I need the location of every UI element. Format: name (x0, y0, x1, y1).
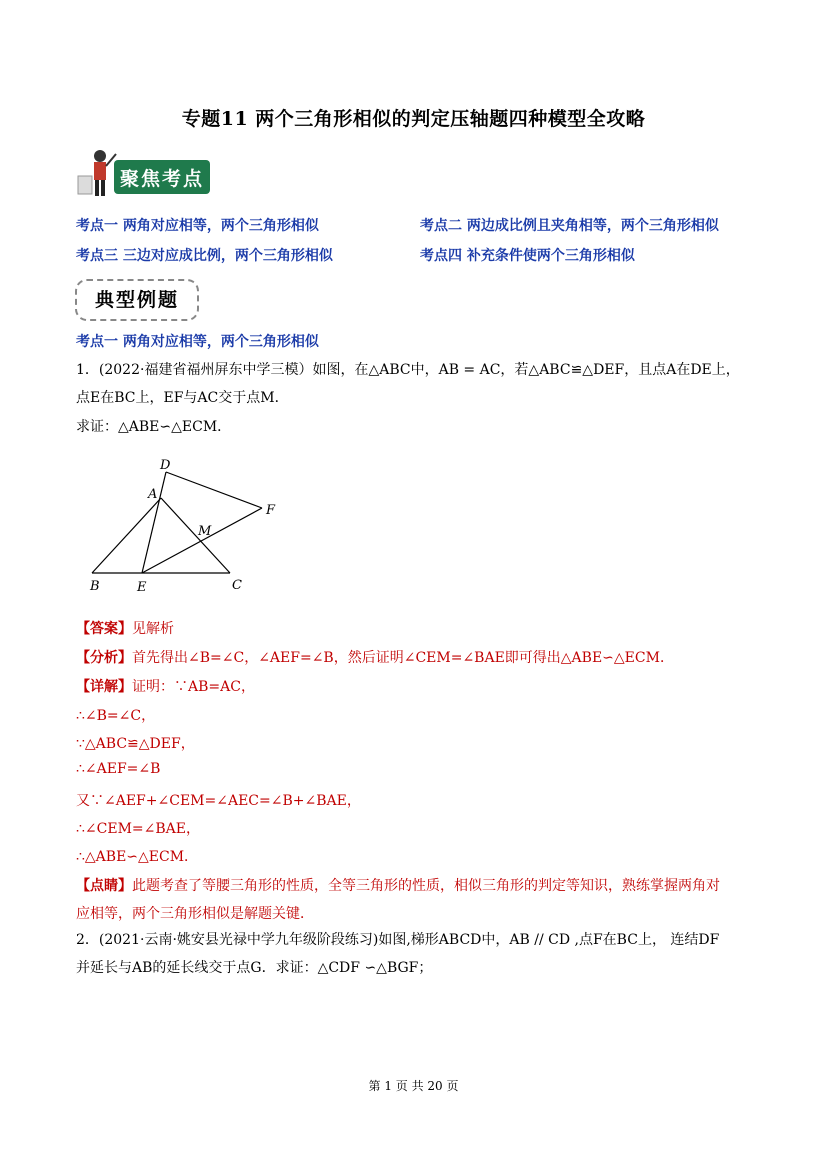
label-F: F (266, 503, 276, 518)
analysis-text: 首先得出∠B=∠C，∠AEF=∠B，然后证明∠CEM=∠BAE即可得出△ABE∽△ECM． (132, 650, 674, 666)
detail-tag: 【详解】 (76, 679, 132, 695)
proof-step-6: ∴△ABE∽△ECM． (76, 849, 199, 865)
triangle-figure (80, 455, 290, 600)
label-A: A (148, 487, 158, 502)
key-point-4: 考点四 补充条件使两个三角形相似 (420, 248, 635, 264)
problem2-line1: 2．(2021·云南·姚安县光禄中学九年级阶段练习)如图,梯形ABCD中，AB // CD ,点F在BC上， 连结DF (76, 932, 720, 948)
proof-step-5: ∴∠CEM=∠BAE， (76, 821, 200, 837)
key-point-3: 考点三 三边对应成比例，两个三角形相似 (76, 248, 333, 264)
answer-text: 见解析 (132, 621, 174, 637)
analysis-line (76, 647, 674, 667)
answer-tag: 【答案】 (76, 621, 132, 637)
proof-step-1: ∴∠B=∠C， (76, 708, 156, 724)
key-point-2: 考点二 两边成比例且夹角相等，两个三角形相似 (420, 218, 719, 234)
problem1-line1: 1．(2022·福建省福州屏东中学三模）如图，在△ABC中，AB = AC，若△ABC≌△DEF，且点A在DE上， (76, 362, 740, 378)
label-B: B (90, 579, 100, 594)
comment-tag: 【点睛】 (76, 878, 132, 894)
label-M: M (198, 524, 212, 539)
section1-title: 考点一 两角对应相等，两个三角形相似 (76, 334, 319, 350)
proof-step-4: 又∵∠AEF+∠CEM=∠AEC=∠B+∠BAE， (76, 793, 361, 809)
examples-label: 典型例题 (94, 289, 179, 311)
comment-text-1: 此题考查了等腰三角形的性质，全等三角形的性质，相似三角形的判定等知识，熟练掌握两角对 (132, 878, 720, 894)
comment-line1 (76, 875, 720, 895)
banner-label: 聚焦考点 (120, 168, 205, 190)
detail-text: 证明：∵AB=AC， (132, 679, 255, 695)
problem1-line3: 求证：△ABE∽△ECM． (76, 419, 232, 435)
page-title: 专题11 两个三角形相似的判定压轴题四种模型全攻略 (181, 108, 646, 130)
page-footer: 第 1 页 共 20 页 (368, 1079, 459, 1093)
examples-heading (75, 279, 199, 321)
answer-line (76, 618, 174, 638)
problem2-line2: 并延长与AB的延长线交于点G．求证：△CDF ∽△BGF； (76, 960, 433, 976)
comment-line2: 应相等，两个三角形相似是解题关键． (76, 906, 314, 922)
proof-step-2: ∵△ABC≌△DEF， (76, 736, 195, 752)
label-E: E (137, 580, 147, 595)
analysis-tag: 【分析】 (76, 650, 132, 666)
key-point-1: 考点一 两角对应相等，两个三角形相似 (76, 218, 319, 234)
label-C: C (232, 578, 242, 593)
problem1-line2: 点E在BC上，EF与AC交于点M． (76, 390, 289, 406)
focus-banner (74, 146, 212, 200)
label-D: D (160, 458, 171, 473)
proof-step-3: ∴∠AEF=∠B (76, 761, 161, 777)
detail-line (76, 676, 255, 696)
